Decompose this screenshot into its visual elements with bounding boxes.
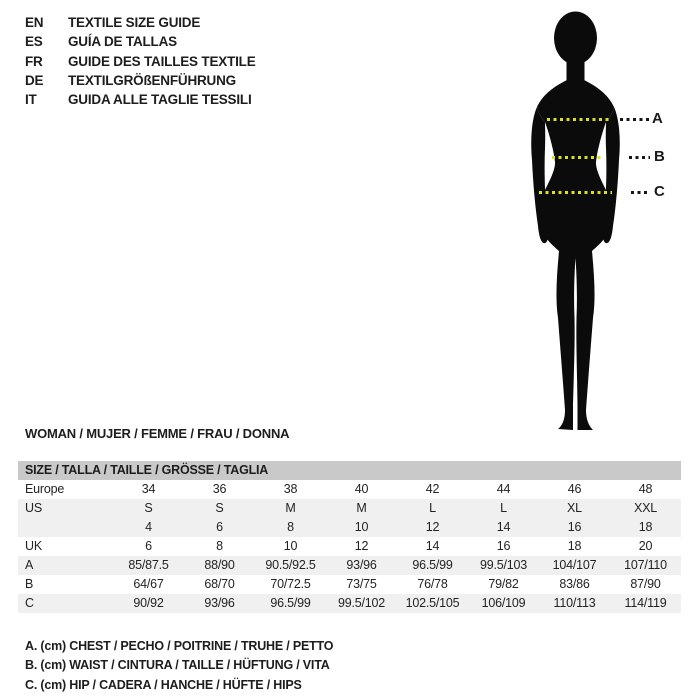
size-table-header: SIZE / TALLA / TAILLE / GRÖSSE / TAGLIA — [18, 461, 681, 480]
language-guide-title: GUIDE DES TAILLES TEXTILE — [68, 53, 256, 69]
language-title-row — [25, 71, 256, 90]
chest-measure-dash-leader — [620, 118, 649, 121]
size-cell: 14 — [425, 539, 440, 553]
size-cell: XXL — [633, 501, 658, 515]
size-table — [18, 480, 681, 613]
size-cell: 106/109 — [481, 596, 526, 610]
size-cell: 88/90 — [204, 558, 235, 572]
size-cell: 76/78 — [417, 577, 448, 591]
marker-label-a: A — [652, 110, 663, 127]
size-cell: 10 — [354, 520, 369, 534]
torso-legs-shape — [537, 79, 614, 431]
waist-measure-dash-leader — [629, 156, 650, 159]
size-cell: 6 — [145, 539, 152, 553]
size-cell: M — [285, 501, 296, 515]
legend-line: C. (cm) HIP / CADERA / HANCHE / HÜFTE / HIPS — [25, 677, 302, 692]
size-cell: 12 — [425, 520, 440, 534]
size-cell: 73/75 — [346, 577, 377, 591]
table-row — [18, 556, 681, 575]
chest-measure-dash-on-body — [547, 118, 609, 121]
hip-measure-dash-on-body — [539, 191, 612, 194]
size-cell: S — [215, 501, 224, 515]
size-cell: 12 — [354, 539, 369, 553]
size-cell: L — [429, 501, 436, 515]
size-cell: 102.5/105 — [405, 596, 460, 610]
size-cell: 90.5/92.5 — [265, 558, 316, 572]
size-cell: 70/72.5 — [270, 577, 311, 591]
size-cell: 85/87.5 — [128, 558, 169, 572]
size-cell: 38 — [283, 482, 298, 496]
size-cell: XL — [567, 501, 582, 515]
size-cell: 4 — [145, 520, 152, 534]
language-title-list — [25, 13, 256, 109]
size-cell: 83/86 — [559, 577, 590, 591]
row-label: Europe — [25, 482, 65, 496]
gender-title: WOMAN / MUJER / FEMME / FRAU / DONNA — [25, 426, 290, 441]
size-cell: 42 — [425, 482, 440, 496]
size-cell: 10 — [283, 539, 298, 553]
language-title-row — [25, 13, 256, 32]
size-cell: L — [500, 501, 507, 515]
row-label: C — [25, 596, 34, 610]
size-cell: 48 — [638, 482, 653, 496]
size-cell: 20 — [638, 539, 653, 553]
size-cell: 107/110 — [624, 558, 667, 572]
size-cell: 68/70 — [204, 577, 235, 591]
marker-label-c: C — [654, 183, 665, 200]
size-cell: 8 — [216, 539, 223, 553]
language-code: ES — [25, 34, 43, 50]
size-cell: 14 — [496, 520, 511, 534]
size-cell: 18 — [567, 539, 582, 553]
language-guide-title: TEXTILE SIZE GUIDE — [68, 15, 201, 30]
language-title-row — [25, 52, 256, 71]
size-cell: 96.5/99 — [412, 558, 453, 572]
row-label: B — [25, 577, 34, 591]
language-title-row — [25, 90, 256, 109]
size-cell: 93/96 — [346, 558, 377, 572]
language-code: FR — [25, 53, 43, 69]
row-label: UK — [25, 539, 42, 553]
size-cell: 99.5/102 — [337, 596, 386, 610]
size-cell: 64/67 — [133, 577, 164, 591]
size-cell: 110/113 — [553, 596, 596, 610]
size-cell: 18 — [638, 520, 653, 534]
size-cell: 99.5/103 — [479, 558, 528, 572]
language-guide-title: GUIDA ALLE TAGLIE TESSILI — [68, 92, 252, 108]
hip-measure-dash-leader — [631, 191, 650, 194]
woman-silhouette — [529, 10, 629, 431]
size-cell: 104/107 — [552, 558, 597, 572]
left-arm-shape — [531, 107, 548, 243]
table-row — [18, 480, 681, 499]
marker-label-b: B — [654, 148, 665, 165]
size-cell: 44 — [496, 482, 511, 496]
size-cell: 114/119 — [624, 596, 667, 610]
table-row — [18, 575, 681, 594]
language-guide-title: TEXTILGRÖßENFÜHRUNG — [68, 72, 236, 88]
legend-line: B. (cm) WAIST / CINTURA / TAILLE / HÜFTUNG / VITA — [25, 658, 330, 673]
table-row — [18, 499, 681, 518]
right-arm-shape — [603, 107, 620, 243]
waist-measure-dash-on-body — [552, 156, 602, 159]
language-code: IT — [25, 92, 37, 108]
size-cell: 8 — [287, 520, 294, 534]
size-cell: 79/82 — [488, 577, 519, 591]
language-guide-title: GUÍA DE TALLAS — [68, 34, 177, 50]
table-row — [18, 537, 681, 556]
measurement-legend — [25, 637, 333, 695]
legend-line: A. (cm) CHEST / PECHO / POITRINE / TRUHE / PETTO — [25, 639, 334, 653]
table-row — [18, 518, 681, 537]
size-cell: S — [144, 501, 153, 515]
table-row — [18, 594, 681, 613]
language-code: DE — [25, 72, 44, 88]
size-cell: 6 — [216, 520, 223, 534]
language-code: EN — [25, 15, 44, 30]
size-cell: 46 — [567, 482, 582, 496]
size-cell: 40 — [354, 482, 369, 496]
row-label: A — [25, 558, 34, 572]
size-cell: 36 — [212, 482, 227, 496]
woman-silhouette-shape — [531, 12, 620, 431]
size-cell: 16 — [496, 539, 511, 553]
size-cell: 16 — [567, 520, 582, 534]
size-cell: 34 — [141, 482, 156, 496]
language-title-row — [25, 32, 256, 51]
size-cell: 87/90 — [630, 577, 661, 591]
size-cell: 96.5/99 — [270, 596, 311, 610]
size-cell: 90/92 — [133, 596, 164, 610]
size-cell: M — [356, 501, 367, 515]
row-label: US — [25, 501, 42, 515]
row-label — [18, 518, 113, 537]
size-cell: 93/96 — [204, 596, 235, 610]
